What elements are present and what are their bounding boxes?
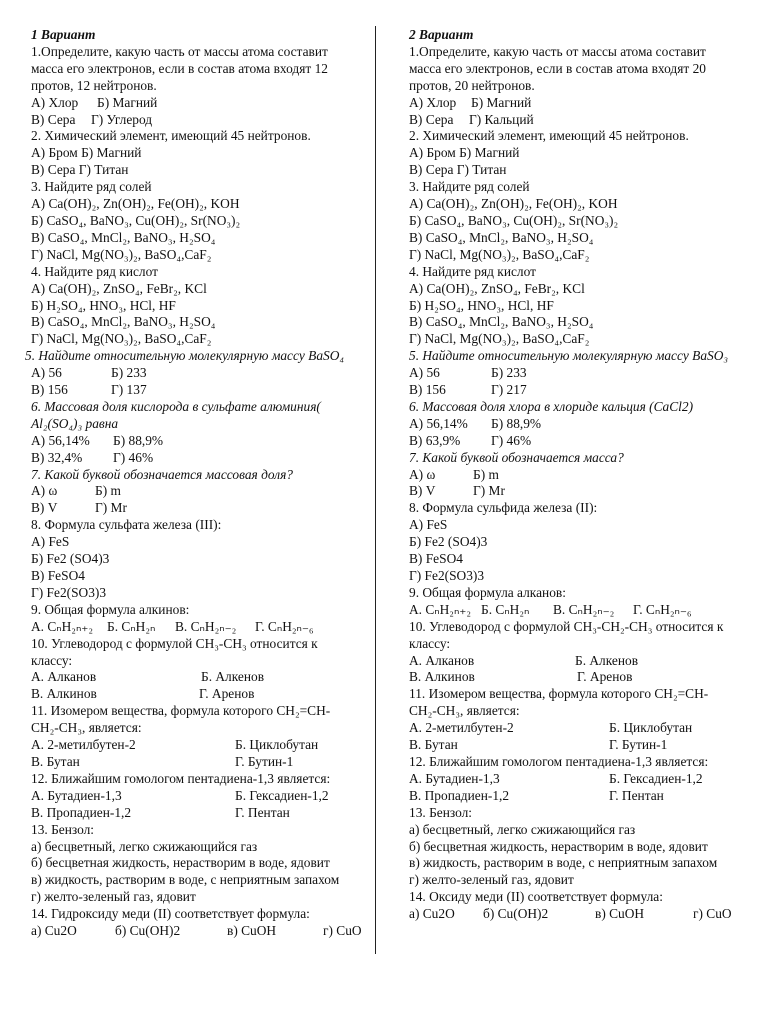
question-10: 10. Углеводород с формулой CH₃-CH₃ относится к классу: А. Алканов Б. Алкенов В. Алкинов Г. Аренов bbox=[31, 635, 318, 702]
variant-1-heading: 1 Вариант bbox=[31, 27, 96, 42]
question-12: 12. Ближайшим гомологом пентадиена-1,3 является: А. Бутадиен-1,3 Б. Гексадиен-1,2 В. Пропадиен-1,2 Г. Пентан bbox=[31, 770, 331, 820]
question-3: 3. Найдите ряд солей А) Ca(OH)₂, Zn(OH)₂, Fe(OH)₂, KOH Б) CaSO₄, BaNO₃, Cu(OH)₂, Sr(NO₃)₂ В) CaSO₄, MnCl₂, BaNO₃, H₂SO₄ Г) NaCl, Mg(NO₃)₂, BaSO₄,CaF₂ bbox=[31, 179, 241, 262]
question-9: 9. Общая формула алканов: А. CₙH₂ₙ₊₂ Б. CₙH₂ₙ В. CₙH₂ₙ₋₂ Г. CₙH₂ₙ₋₆ bbox=[409, 584, 692, 617]
question-7: 7. Какой буквой обозначается массовая доля? А) ω Б) m В) V Г) Mr bbox=[31, 466, 293, 516]
variant-2-heading: 2 Вариант bbox=[409, 27, 474, 42]
question-5: 5. Найдите относительную молекулярную массу BaSO₃ А) 56 Б) 233 В) 156 Г) 217 bbox=[409, 348, 729, 398]
question-9: 9. Общая формула алкинов: А. CₙH₂ₙ₊₂ Б. CₙH₂ₙ В. CₙH₂ₙ₋₂ Г. CₙH₂ₙ₋₆ bbox=[31, 601, 314, 634]
question-1: 1.Определите, какую часть от массы атома составит масса его электронов, если в состав атома входят 20 протов, 20 нейтронов. А) Хлор Б) Магний В) Сера Г) Кальций bbox=[409, 43, 706, 127]
question-5: 5. Найдите относительную молекулярную массу BaSO₄ А) 56 Б) 233 В) 156 Г) 137 bbox=[25, 348, 345, 398]
question-1: 1.Определите, какую часть от массы атома составит масса его электронов, если в состав атома входят 12 протов, 12 нейтронов. А) Хлор Б) Магний В) Сера Г) Углерод bbox=[31, 43, 328, 127]
variant-1-column bbox=[25, 27, 366, 940]
question-3: 3. Найдите ряд солей А) Ca(OH)₂, Zn(OH)₂, Fe(OH)₂, KOH Б) CaSO₄, BaNO₃, Cu(OH)₂, Sr(NO₃)₂ В) CaSO₄, MnCl₂, BaNO₃, H₂SO₄ Г) NaCl, Mg(NO₃)₂, BaSO₄,CaF₂ bbox=[409, 179, 619, 262]
question-2: 2. Химический элемент, имеющий 45 нейтронов. А) Бром Б) Магний В) Сера Г) Титан bbox=[409, 128, 689, 178]
question-11: 11. Изомером вещества, формула которого CH₂=CH- CH₂-CH₃, является: А. 2-метилбутен-2 Б. Циклобутан В. Бутан Г. Бутин-1 bbox=[409, 686, 709, 753]
question-14: 14. Гидроксиду меди (II) соответствует формула: а) Cu2O б) Cu(OH)2 в) CuOH г) CuO bbox=[31, 906, 362, 939]
question-13: 13. Бензол: а) бесцветный, легко сжижающийся газ б) бесцветная жидкость, нерастворим в воде, ядовит в) жидкость, растворим в воде, с неприятным запахом г) желто-зеленый газ, ядовит bbox=[31, 821, 340, 905]
question-14: 14. Оксиду меди (II) соответствует формула: а) Cu2O б) Cu(OH)2 в) CuOH г) CuO bbox=[409, 889, 732, 922]
question-6: 6. Массовая доля кислорода в сульфате алюминия( Al₂(SO₄)₃ равна А) 56,14% Б) 88,9% В) 32,4% Г) 46% bbox=[31, 398, 321, 465]
question-10: 10. Углеводород с формулой CH₃-CH₂-CH₃ относится к классу: А. Алканов Б. Алкенов В. Алкинов Г. Аренов bbox=[409, 618, 724, 685]
question-8: 8. Формула сульфида железа (II): А) FeS Б) Fe2 (SO4)3 В) FeSO4 Г) Fe2(SO3)3 bbox=[409, 500, 598, 583]
question-12: 12. Ближайшим гомологом пентадиена-1,3 является: А. Бутадиен-1,3 Б. Гексадиен-1,2 В. Пропадиен-1,2 Г. Пентан bbox=[409, 753, 709, 803]
question-8: 8. Формула сульфата железа (III): А) FeS Б) Fe2 (SO4)3 В) FeSO4 Г) Fe2(SO3)3 bbox=[31, 517, 222, 600]
question-4: 4. Найдите ряд кислот А) Ca(OH)₂, ZnSO₄, FeBr₂, KCl Б) H₂SO₄, HNO₃, HCl, HF В) CaSO₄, MnCl₂, BaNO₃, H₂SO₄ Г) NaCl, Mg(NO₃)₂, BaSO₄,CaF₂ bbox=[31, 263, 216, 347]
question-6: 6. Массовая доля хлора в хлориде кальция (CaCl2) А) 56,14% Б) 88,9% В) 63,9% Г) 46% bbox=[409, 398, 694, 448]
question-13: 13. Бензол: а) бесцветный, легко сжижающийся газ б) бесцветная жидкость, нерастворим в воде, ядовит в) жидкость, растворим в воде, с неприятным запахом г) желто-зеленый газ, ядовит bbox=[409, 804, 718, 888]
question-11: 11. Изомером вещества, формула которого CH₂=CH- CH₂-CH₃, является: А. 2-метилбутен-2 Б. Циклобутан В. Бутан Г. Бутин-1 bbox=[31, 703, 331, 769]
question-7: 7. Какой буквой обозначается масса? А) ω Б) m В) V Г) Mr bbox=[409, 449, 624, 499]
question-4: 4. Найдите ряд кислот А) Ca(OH)₂, ZnSO₄, FeBr₂, KCl Б) H₂SO₄, HNO₃, HCl, HF В) CaSO₄, MnCl₂, BaNO₃, H₂SO₄ Г) NaCl, Mg(NO₃)₂, BaSO₄,CaF₂ bbox=[409, 263, 594, 347]
variant-2-column bbox=[409, 27, 754, 923]
question-2: 2. Химический элемент, имеющий 45 нейтронов. А) Бром Б) Магний В) Сера Г) Титан bbox=[31, 128, 311, 178]
column-divider bbox=[375, 26, 376, 954]
